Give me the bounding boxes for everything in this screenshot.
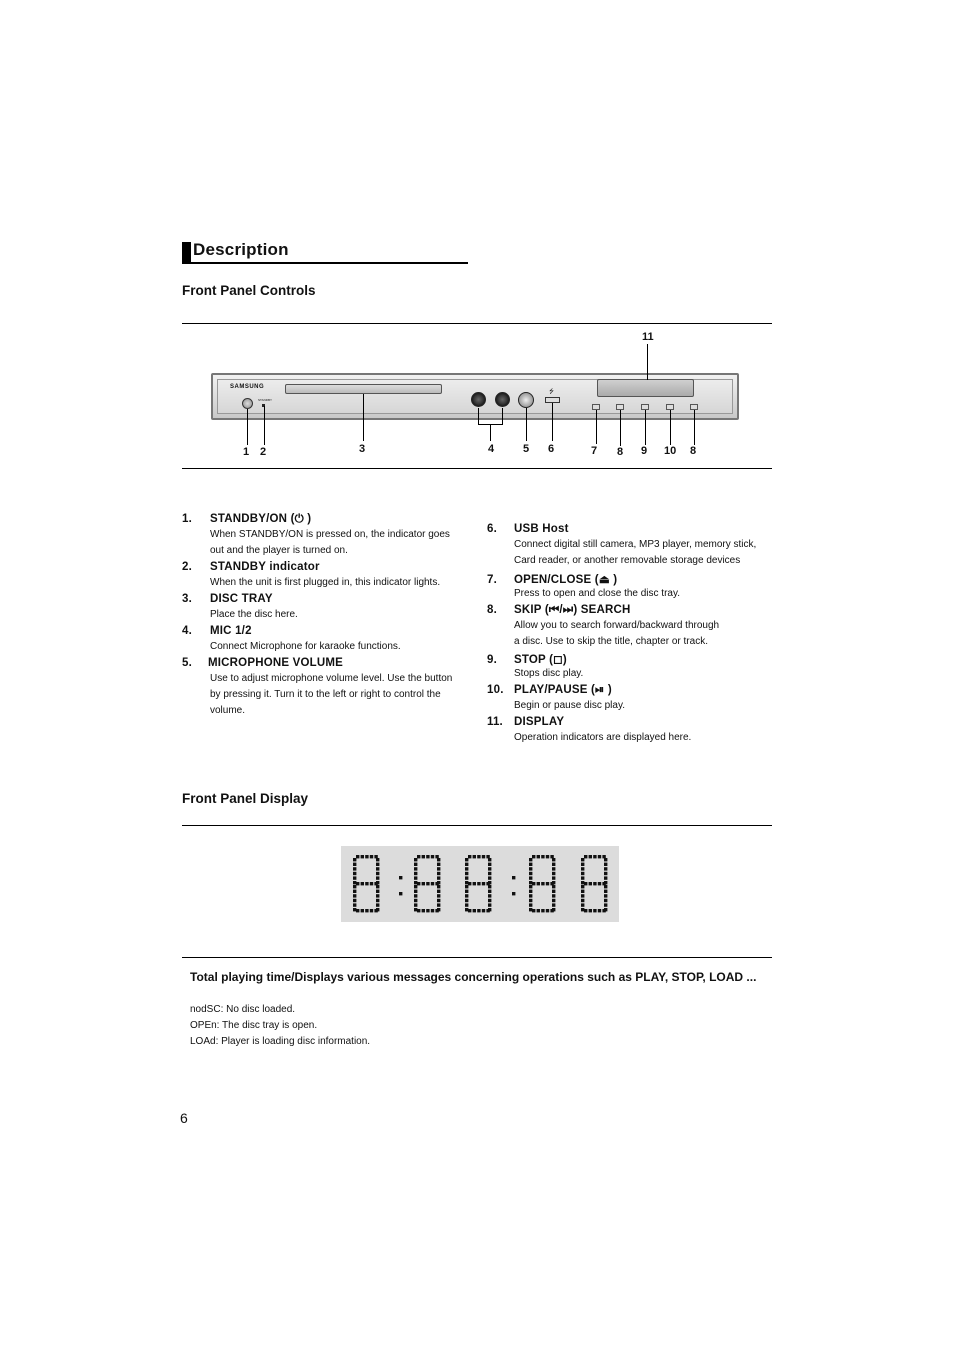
segment-dot (465, 858, 468, 861)
callout-line-4a (478, 408, 479, 425)
item-heading: 2. STANDBY indicator (182, 561, 320, 573)
callout-number: 8 (690, 445, 697, 457)
mic-volume-knob-illustration (518, 392, 534, 408)
item-description: Operation indicators are displayed here. (514, 732, 692, 743)
segment-dot (589, 909, 592, 912)
segment-dot (376, 899, 379, 902)
callout-number: 5 (523, 443, 530, 455)
segment-dot (604, 876, 607, 879)
segment-dot (537, 909, 540, 912)
segment-dot (376, 876, 379, 879)
segment-dot (437, 863, 440, 866)
segment-dot (529, 876, 532, 879)
segment-dot (552, 858, 555, 861)
segment-dot (552, 867, 555, 870)
segment-dot (529, 890, 532, 893)
segment-dot (604, 881, 607, 884)
callout-line-5 (526, 408, 527, 441)
display-note-heading: Total playing time/Displays various messages concerning operations such as PLAY, STOP, LOAD ... (190, 970, 757, 984)
segment-dot (465, 867, 468, 870)
callout-line-8a (620, 410, 621, 446)
power-button-illustration (242, 398, 253, 409)
segment-dot (532, 882, 535, 885)
segment-dot (374, 855, 377, 858)
callout-line-6 (552, 403, 553, 441)
segment-dot (604, 885, 607, 888)
item-heading: 11. DISPLAY (487, 716, 565, 728)
segment-dot (552, 899, 555, 902)
segment-dot (414, 872, 417, 875)
segment-dot (604, 890, 607, 893)
segment-dot (437, 867, 440, 870)
segment-dot (488, 908, 491, 911)
segment-dot (431, 855, 434, 858)
segment-dot (431, 909, 434, 912)
segment-dot (541, 855, 544, 858)
seven-segment-display (341, 846, 619, 922)
callout-line-3 (363, 394, 364, 441)
section-title (182, 240, 468, 264)
segment-dot (488, 867, 491, 870)
colon-dot (399, 876, 402, 879)
mic2-jack-illustration (495, 392, 510, 407)
disc-tray-illustration (285, 384, 442, 394)
segment-dot (552, 881, 555, 884)
segment-dot (529, 899, 532, 902)
segment-dot (426, 909, 429, 912)
segment-dot (482, 855, 485, 858)
segment-dot (593, 855, 596, 858)
callout-line-4 (490, 424, 491, 441)
segment-dot (581, 858, 584, 861)
callout-number: 2 (260, 446, 267, 458)
segment-dot (465, 894, 468, 897)
divider-bottom (182, 468, 772, 469)
segment-dot (482, 882, 485, 885)
segment-dot (581, 894, 584, 897)
segment-dot (550, 855, 553, 858)
segment-dot (376, 903, 379, 906)
segment-dot (552, 885, 555, 888)
segment-dot (414, 863, 417, 866)
item-description: Press to open and close the disc tray. (514, 588, 681, 599)
segment-dot (552, 890, 555, 893)
segment-dot (414, 858, 417, 861)
item-description: Connect Microphone for karaoke functions. (210, 641, 401, 652)
callout-number: 8 (617, 446, 624, 458)
segment-dot (537, 882, 540, 885)
segment-dot (482, 909, 485, 912)
segment-dot (353, 885, 356, 888)
segment-dot (465, 863, 468, 866)
segment-dot (437, 872, 440, 875)
segment-dot (473, 882, 476, 885)
segment-dot (435, 855, 438, 858)
segment-dot (437, 881, 440, 884)
segment-dot (604, 872, 607, 875)
segment-dot (552, 863, 555, 866)
segment-dot (365, 855, 368, 858)
segment-dot (529, 885, 532, 888)
segment-dot (529, 903, 532, 906)
segment-dot (370, 882, 373, 885)
segment-dot (353, 876, 356, 879)
segment-dot (488, 899, 491, 902)
item-description: When STANDBY/ON is pressed on, the indicator goes out and the player is turned on. (210, 529, 450, 556)
callout-number: 11 (642, 331, 654, 343)
segment-dot (465, 899, 468, 902)
segment-dot (541, 882, 544, 885)
segment-dot (353, 867, 356, 870)
segment-dot (488, 890, 491, 893)
segment-dot (376, 881, 379, 884)
segment-dot (414, 908, 417, 911)
display-window-illustration (597, 379, 694, 397)
segment-dot (468, 855, 471, 858)
segment-dot (552, 903, 555, 906)
segment-dot (593, 882, 596, 885)
segment-dot (465, 876, 468, 879)
segment-dot (552, 876, 555, 879)
segment-dot (353, 903, 356, 906)
segment-dot (486, 855, 489, 858)
page-number: 6 (180, 1110, 188, 1126)
segment-dot (552, 894, 555, 897)
callout-number: 3 (359, 443, 366, 455)
title-bar-mark (182, 242, 191, 264)
segment-dot (353, 894, 356, 897)
display-note-line: OPEn: The disc tray is open. (190, 1020, 318, 1031)
segment-dot (529, 908, 532, 911)
segment-dot (581, 867, 584, 870)
segment-dot (581, 903, 584, 906)
divider-display-bottom (182, 957, 772, 958)
segment-dot (431, 882, 434, 885)
item-description: Allow you to search forward/backward through a disc. Use to skip the title, chapter or track. (514, 620, 720, 647)
item-description: Stops disc play. (514, 668, 584, 679)
segment-dot (488, 876, 491, 879)
segment-dot (414, 894, 417, 897)
callout-number: 6 (548, 443, 555, 455)
segment-dot (417, 855, 420, 858)
segment-dot (437, 908, 440, 911)
segment-dot (417, 882, 420, 885)
segment-dot (465, 881, 468, 884)
segment-dot (598, 855, 601, 858)
segment-dot (437, 894, 440, 897)
segment-dot (488, 894, 491, 897)
segment-dot (552, 872, 555, 875)
item-description: Connect digital still camera, MP3 player, memory stick, Card reader, or another removable storage devices (514, 539, 757, 566)
segment-dot (598, 909, 601, 912)
item-description: Use to adjust microphone volume level. Use the button by pressing it. Turn it to the left or right to control the volume. (210, 673, 453, 716)
segment-dot (353, 863, 356, 866)
segment-dot (437, 899, 440, 902)
eject-icon: ⏏ (598, 574, 610, 586)
segment-dot (532, 909, 535, 912)
callout-line-10 (670, 410, 671, 445)
segment-dot (365, 882, 368, 885)
segment-dot (356, 855, 359, 858)
segment-dot (353, 899, 356, 902)
segment-dot (581, 890, 584, 893)
item-heading: 3. DISC TRAY (182, 593, 273, 605)
segment-dot (541, 909, 544, 912)
segment-dot (604, 903, 607, 906)
segment-dot (546, 855, 549, 858)
segment-dot (581, 899, 584, 902)
segment-dot (584, 855, 587, 858)
segment-dot (353, 890, 356, 893)
segment-dot (604, 867, 607, 870)
segment-dot (488, 863, 491, 866)
segment-readout-graphic (341, 846, 619, 922)
segment-dot (361, 909, 364, 912)
callout-number: 9 (641, 445, 648, 457)
segment-dot (581, 885, 584, 888)
segment-dot (529, 881, 532, 884)
segment-dot (361, 882, 364, 885)
segment-dot (437, 885, 440, 888)
segment-dot (604, 908, 607, 911)
segment-dot (437, 858, 440, 861)
callout-line-9 (645, 410, 646, 445)
item-heading: 6. USB Host (487, 523, 569, 535)
segment-dot (604, 863, 607, 866)
segment-dot (376, 867, 379, 870)
segment-dot (414, 881, 417, 884)
segment-dot (426, 882, 429, 885)
play-pause-icon: ⏯ (595, 684, 605, 696)
item-description: When the unit is first plugged in, this indicator lights. (210, 577, 441, 588)
stop-icon: ◻ (553, 654, 563, 666)
segment-dot (465, 890, 468, 893)
segment-dot (356, 909, 359, 912)
segment-dot (604, 894, 607, 897)
callout-number: 7 (591, 445, 598, 457)
segment-dot (488, 872, 491, 875)
segment-dot (414, 885, 417, 888)
power-icon: ⏻ (294, 513, 304, 525)
display-note-line: LOAd: Player is loading disc information. (190, 1036, 371, 1047)
segment-dot (376, 908, 379, 911)
segment-dot (465, 908, 468, 911)
callout-line-4b (502, 408, 503, 425)
segment-dot (376, 890, 379, 893)
skip-icon: ⏮/⏭ (548, 604, 574, 616)
segment-dot (529, 872, 532, 875)
segment-dot (602, 855, 605, 858)
segment-dot (589, 855, 592, 858)
callout-number: 10 (664, 445, 677, 457)
segment-dot (465, 872, 468, 875)
segment-dot (529, 867, 532, 870)
segment-dot (552, 908, 555, 911)
segment-dot (414, 903, 417, 906)
colon-dot (512, 876, 515, 879)
segment-dot (414, 867, 417, 870)
callout-line-8b (694, 410, 695, 445)
segment-dot (546, 882, 549, 885)
segment-dot (488, 858, 491, 861)
segment-dot (488, 881, 491, 884)
segment-dot (437, 890, 440, 893)
segment-dot (581, 863, 584, 866)
front-panel-controls-heading: Front Panel Controls (182, 283, 316, 298)
callout-number: 4 (488, 443, 495, 455)
segment-dot (422, 855, 425, 858)
divider-top (182, 323, 772, 324)
segment-dot (593, 909, 596, 912)
segment-dot (468, 909, 471, 912)
segment-dot (465, 903, 468, 906)
segment-dot (437, 876, 440, 879)
segment-dot (414, 890, 417, 893)
segment-dot (437, 903, 440, 906)
segment-dot (529, 863, 532, 866)
segment-dot (465, 885, 468, 888)
segment-dot (604, 899, 607, 902)
segment-dot (581, 872, 584, 875)
segment-dot (414, 876, 417, 879)
segment-dot (417, 909, 420, 912)
segment-dot (426, 855, 429, 858)
segment-dot (468, 882, 471, 885)
segment-dot (353, 881, 356, 884)
segment-dot (414, 899, 417, 902)
segment-dot (361, 855, 364, 858)
section-title-text: Description (193, 240, 289, 259)
segment-dot (584, 909, 587, 912)
segment-dot (376, 872, 379, 875)
segment-dot (604, 858, 607, 861)
callout-line-11 (647, 344, 648, 380)
segment-dot (370, 855, 373, 858)
segment-dot (422, 909, 425, 912)
standby-small-label: STANDBY (258, 398, 272, 402)
item-heading: 8. SKIP (⏮/⏭) SEARCH (487, 604, 631, 616)
segment-dot (353, 908, 356, 911)
mic1-jack-illustration (471, 392, 486, 407)
segment-dot (353, 872, 356, 875)
brand-logo: SAMSUNG (230, 384, 265, 390)
colon-dot (512, 892, 515, 895)
callout-number: 1 (243, 446, 250, 458)
segment-dot (589, 882, 592, 885)
item-heading: 1. STANDBY/ON (⏻ ) (182, 513, 312, 525)
segment-dot (581, 881, 584, 884)
usb-icon: ⭍ (549, 389, 554, 395)
segment-dot (488, 903, 491, 906)
segment-dot (488, 885, 491, 888)
segment-dot (598, 882, 601, 885)
item-description: Place the disc here. (210, 609, 298, 620)
segment-dot (370, 909, 373, 912)
item-heading: 4. MIC 1/2 (182, 625, 252, 637)
segment-dot (584, 882, 587, 885)
segment-dot (473, 909, 476, 912)
segment-dot (537, 855, 540, 858)
segment-dot (353, 858, 356, 861)
item-description: Begin or pause disc play. (514, 700, 625, 711)
front-panel-display-heading: Front Panel Display (182, 791, 309, 806)
segment-dot (376, 894, 379, 897)
segment-dot (532, 855, 535, 858)
callout-line-1 (247, 409, 248, 445)
segment-dot (477, 882, 480, 885)
item-heading: 7. OPEN/CLOSE (⏏ ) (487, 574, 618, 586)
segment-dot (473, 855, 476, 858)
segment-dot (477, 909, 480, 912)
segment-dot (581, 876, 584, 879)
colon-dot (399, 892, 402, 895)
segment-dot (365, 909, 368, 912)
segment-dot (529, 894, 532, 897)
segment-dot (422, 882, 425, 885)
callout-line-2 (264, 406, 265, 445)
segment-dot (376, 858, 379, 861)
segment-dot (529, 858, 532, 861)
segment-dot (581, 908, 584, 911)
segment-dot (477, 855, 480, 858)
display-note-line: nodSC: No disc loaded. (190, 1004, 296, 1015)
segment-dot (546, 909, 549, 912)
segment-dot (376, 863, 379, 866)
segment-dot (356, 882, 359, 885)
segment-dot (376, 885, 379, 888)
item-heading: 9. STOP (◻) (487, 654, 567, 666)
callout-line-7 (596, 410, 597, 444)
divider-display-top (182, 825, 772, 826)
item-heading: 10. PLAY/PAUSE (⏯ ) (487, 684, 612, 696)
item-heading: 5. MICROPHONE VOLUME (182, 657, 344, 669)
